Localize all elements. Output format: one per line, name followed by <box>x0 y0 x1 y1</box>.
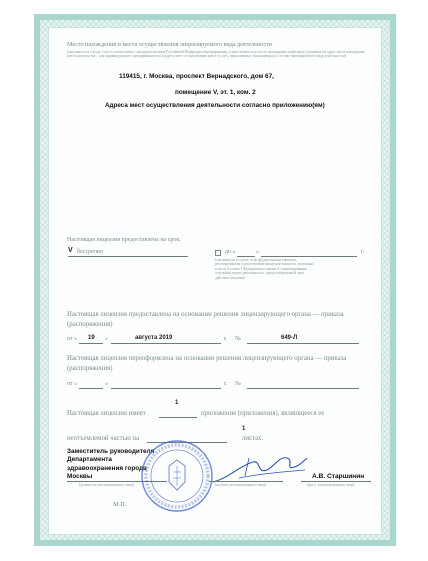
signer-name-line <box>301 481 371 482</box>
until-prefix: до « <box>225 249 236 255</box>
signature-scribble <box>209 448 309 488</box>
until-quote-close: » <box>256 249 259 255</box>
basis-day: 19 <box>88 335 95 341</box>
appendix-sheets: 1 <box>242 426 246 432</box>
appendix-line1: Настоящая лицензия имеет <box>67 410 146 417</box>
reissue-day-line <box>79 388 103 389</box>
basis-month: августа 2019 <box>135 335 173 341</box>
indefinite-line <box>68 256 188 257</box>
stamp-place-label: М.П. <box>113 501 127 508</box>
position-line-1: Заместитель руководителя <box>67 448 155 455</box>
basis-number-line <box>247 343 359 344</box>
appendix-line1-tail: приложение (приложения), являющееся ее <box>201 410 325 417</box>
reissue-year-suffix: г. <box>224 381 228 387</box>
position-line-4: Москвы <box>67 472 93 480</box>
until-month-line <box>261 256 357 257</box>
basis-year-suffix: г. <box>224 336 228 342</box>
signer-name-note: (ф.и.о. уполномоченного лица) <box>307 483 355 487</box>
basis-from: от « <box>67 336 78 342</box>
position-line-2: Департамента <box>67 456 112 464</box>
appendix-line2-tail: листах. <box>242 435 264 442</box>
location-label: Место нахождения и места осуществления лицензируемого вида деятельности <box>67 42 272 48</box>
certificate-page <box>48 27 382 535</box>
address-line1: 119415, г. Москва, проспект Вернадского, дом 67, <box>119 73 274 80</box>
basis-day-line <box>79 343 103 344</box>
position-line-3: здравоохранения города <box>67 464 147 472</box>
basis-month-line <box>111 343 221 344</box>
indefinite-label: бессрочно <box>77 249 104 255</box>
term-label: Настоящая лицензия предоставлена на срок: <box>67 237 181 243</box>
appendix-line2: неотъемлемой частью на <box>67 435 140 442</box>
signature-note: (подпись уполномоченного лица) <box>215 483 267 487</box>
basis-number: 649-Л <box>281 335 298 341</box>
signature-line <box>209 481 283 482</box>
signer-name: А.В. Старшинин <box>312 473 365 480</box>
location-note: (заполняется в случае, если в соответствии с законодательством Российской Федерации лицензирование осуществляется по месту нахождения лицензиата) (указывается адрес места нахождения (места жительства – для индивидуального предпринимателя) и адреса мест осуществления работ (услуг), выполняемых (оказываемых) в составе лицензируемого вида деятельности) <box>67 50 365 59</box>
until-checkbox <box>215 250 221 256</box>
appendix-count-line <box>159 417 197 418</box>
reissue-month-line <box>111 388 221 389</box>
reissue-number-line <box>247 388 359 389</box>
basis-label: Настоящая лицензия предоставлена на основании решения лицензирующего органа — приказа (распоряжения) <box>67 311 344 328</box>
address-line2: помещение V, эт. 1, ком. 2 <box>175 89 256 96</box>
reissue-number-sign: № <box>235 381 241 387</box>
address-line3: Адреса мест осуществления деятельности согласно приложению(ям) <box>105 102 325 109</box>
appendix-count: 1 <box>175 400 179 406</box>
reissue-quote-close: » <box>105 381 108 387</box>
reissue-label: Настоящая лицензия переоформлена на основании решения лицензирующего органа — приказа (распоряжения) <box>67 355 347 372</box>
indefinite-checkbox-mark: V <box>68 247 73 254</box>
until-day-line <box>237 256 255 257</box>
basis-number-sign: № <box>235 336 241 342</box>
reissue-from: от « <box>67 381 78 387</box>
until-year-suffix: г. <box>361 249 365 255</box>
position-note: (должность уполномоченного лица) <box>79 483 135 487</box>
until-note: (указывается в случае, если федеральными законами, регулирующими осуществление видов деятельности, указанных в части 4 статьи 1 Федерального закона «О лицензировании отдельных видов деятельности», предусмотрен иной срок действия лицензии) <box>215 258 314 280</box>
seal-stamp <box>139 438 215 514</box>
basis-quote-close: » <box>105 336 108 342</box>
